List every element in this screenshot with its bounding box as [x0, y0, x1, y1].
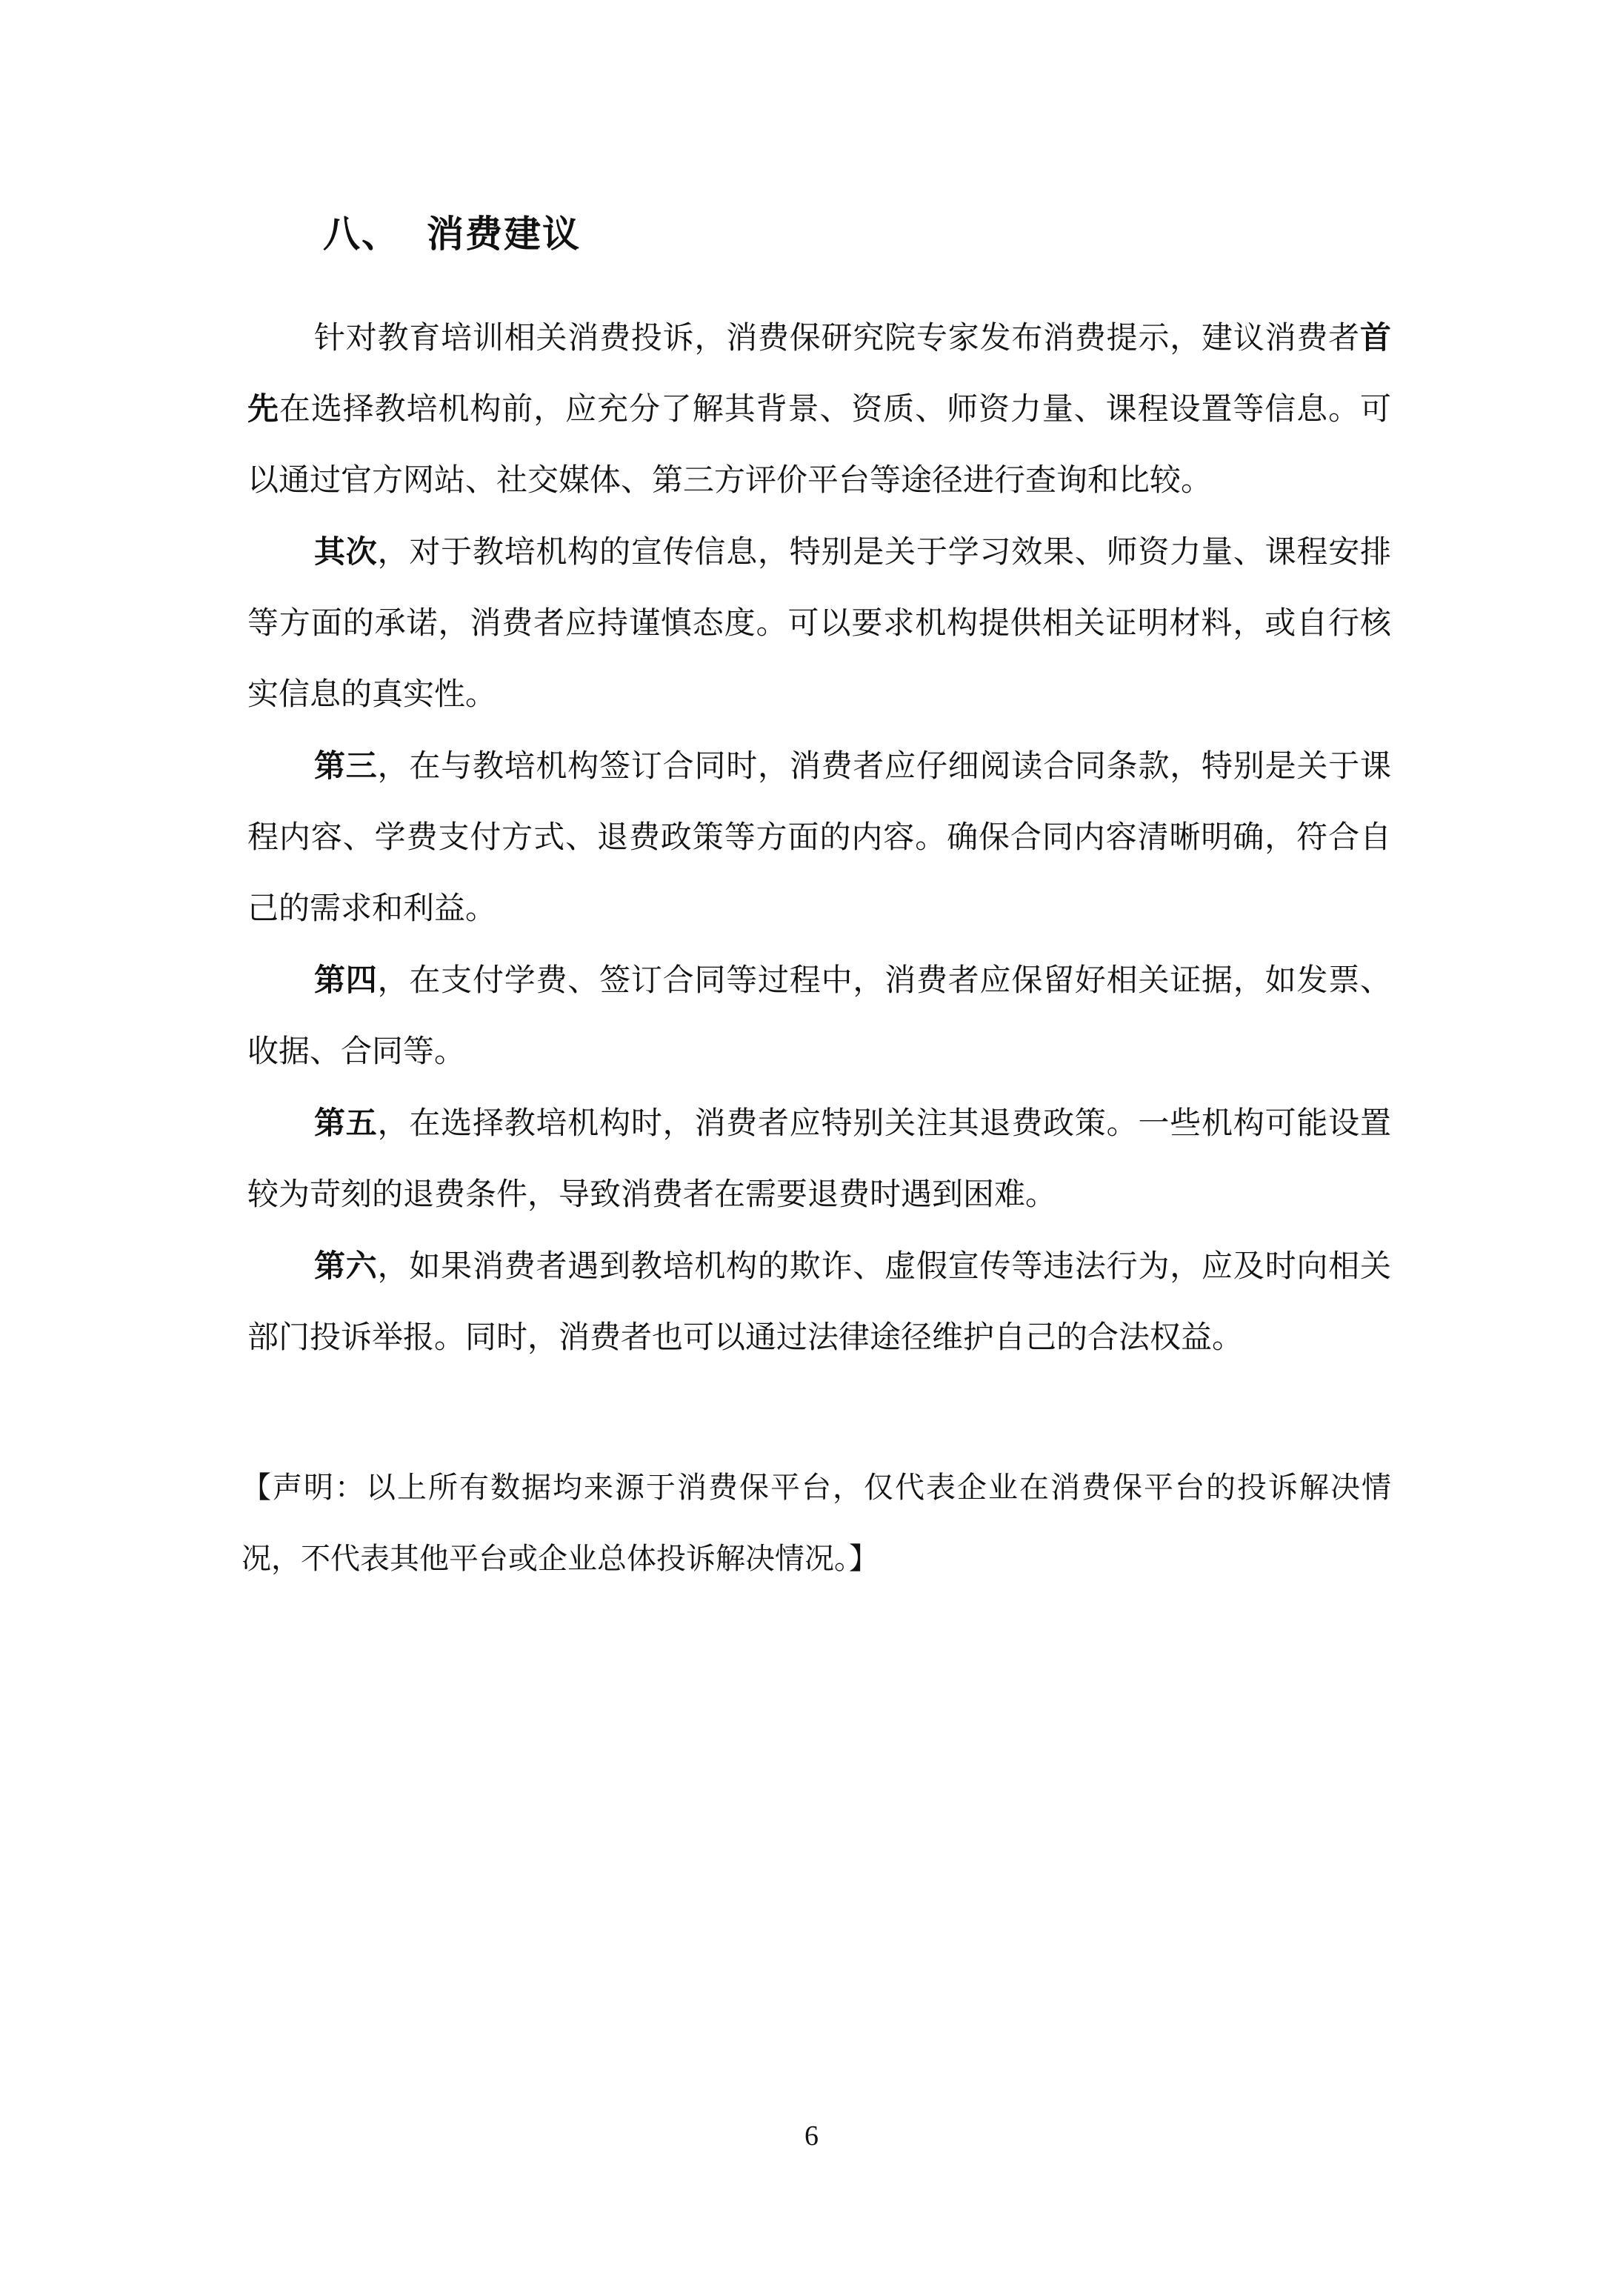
section-heading — [323, 212, 581, 256]
paragraph-lead: 第四 — [314, 962, 378, 998]
paragraph-lead: 第五 — [314, 1105, 378, 1141]
paragraph-text: ，在选择教培机构时，消费者应特别关注其退费政策。一些机构可能设置较为苛刻的退费条件，导致消费者在需要退费时遇到困难。 — [247, 1105, 1391, 1212]
paragraph-lead: 第三 — [314, 748, 378, 784]
section-number: 八、 — [323, 213, 400, 256]
paragraph-sixth — [247, 1231, 1391, 1373]
disclaimer-notice: 【声明：以上所有数据均来源于消费保平台，仅代表企业在消费保平台的投诉解决情况，不代表其他平台或企业总体投诉解决情况。】 — [241, 1471, 1391, 1576]
paragraph-fifth — [247, 1088, 1391, 1230]
paragraph-third — [247, 731, 1391, 944]
paragraph-second — [247, 516, 1391, 730]
paragraph-text: ，在与教培机构签订合同时，消费者应仔细阅读合同条款，特别是关于课程内容、学费支付方式、退费政策等方面的内容。确保合同内容清晰明确，符合自己的需求和利益。 — [247, 748, 1391, 926]
paragraph-intro — [247, 302, 1391, 516]
page-number: 6 — [804, 2120, 819, 2152]
paragraph-lead: 其次 — [314, 533, 378, 570]
paragraph-lead: 第六 — [314, 1248, 378, 1284]
section-title: 消费建议 — [427, 213, 581, 256]
paragraph-text: 针对教育培训相关消费投诉，消费保研究院专家发布消费提示，建议消费者 — [314, 319, 1360, 356]
paragraph-text: ，对于教培机构的宣传信息，特别是关于学习效果、师资力量、课程安排等方面的承诺，消费者应持谨慎态度。可以要求机构提供相关证明材料，或自行核实信息的真实性。 — [247, 533, 1391, 712]
paragraph-text: 在选择教培机构前，应充分了解其背景、资质、师资力量、课程设置等信息。可以通过官方网站、社交媒体、第三方评价平台等途径进行查询和比较。 — [247, 390, 1391, 498]
paragraph-text: ，如果消费者遇到教培机构的欺诈、虚假宣传等违法行为，应及时向相关部门投诉举报。同时，消费者也可以通过法律途径维护自己的合法权益。 — [247, 1248, 1391, 1355]
paragraph-lead: 首先 — [247, 319, 1391, 427]
paragraph-text: ，在支付学费、签订合同等过程中，消费者应保留好相关证据，如发票、收据、合同等。 — [247, 962, 1391, 1069]
paragraph-fourth — [247, 945, 1391, 1087]
